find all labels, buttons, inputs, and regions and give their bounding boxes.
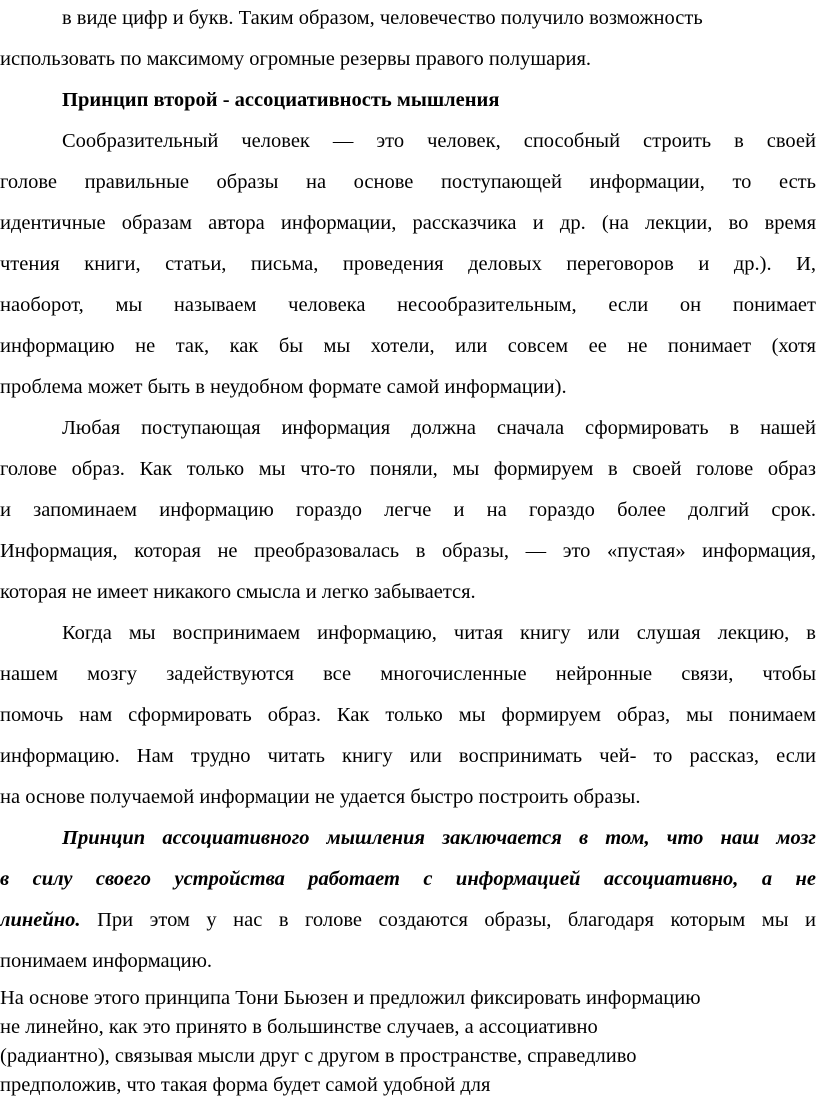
text-line: голове образ. Как только мы что-то поняли, мы формируем в своей голове образ [0,458,816,480]
text-line: предположив, что такая форма будет самой удобной для [0,1074,491,1096]
emphasis-fragment: линейно. [0,909,81,931]
text-line: (радиантно), связывая мысли друг с другом в пространстве, справедливо [0,1045,637,1067]
text-line: информацию. Нам трудно читать книгу или воспринимать чей- то рассказ, если [0,745,816,767]
text-line: понимаем информацию. [0,950,213,972]
section-heading: Принцип второй - ассоциативность мышления [62,89,500,111]
text-line: наоборот, мы называем человека несообразительным, если он понимает [0,294,816,316]
text-line: проблема может быть в неудобном формате самой информации). [0,376,567,398]
text-line: голове правильные образы на основе поступающей информации, то есть [0,171,816,193]
text-line: чтения книги, статьи, письма, проведения деловых переговоров и др.). И, [0,253,816,275]
text-line: информацию не так, как бы мы хотели, или совсем ее не понимает (хотя [0,335,816,357]
text-line: в виде цифр и букв. Таким образом, человечество получило возможность [62,7,703,29]
text-line: На основе этого принципа Тони Бьюзен и предложил фиксировать информацию [0,987,701,1009]
text-line: нашем мозгу задействуются все многочисленные нейронные связи, чтобы [0,663,816,685]
text-line: идентичные образам автора информации, рассказчика и др. (на лекции, во время [0,212,816,234]
text-fragment: При этом у нас в голове создаются образы, благодаря которым мы и [80,909,816,931]
text-line: и запоминаем информацию гораздо легче и на гораздо более долгий срок. [0,499,816,521]
emphasis-line: Принцип ассоциативного мышления заключается в том, что наш мозг [62,827,816,849]
text-line: не линейно, как это принято в большинстве случаев, а ассоциативно [0,1016,598,1038]
text-line: Сообразительный человек — это человек, способный строить в своей [62,130,816,152]
text-line [0,905,816,935]
text-line: помочь нам сформировать образ. Как только мы формируем образ, мы понимаем [0,704,816,726]
text-line: на основе получаемой информации не удается быстро построить образы. [0,786,641,808]
text-line: Любая поступающая информация должна сначала сформировать в нашей [62,417,816,439]
emphasis-line: в силу своего устройства работает с информацией ассоциативно, а не [0,868,816,890]
text-line: которая не имеет никакого смысла и легко забывается. [0,581,476,603]
text-line: Информация, которая не преобразовалась в образы, — это «пустая» информация, [0,540,816,562]
text-line: Когда мы воспринимаем информацию, читая книгу или слушая лекцию, в [62,622,816,644]
text-line: использовать по максимому огромные резервы правого полушария. [0,48,592,70]
